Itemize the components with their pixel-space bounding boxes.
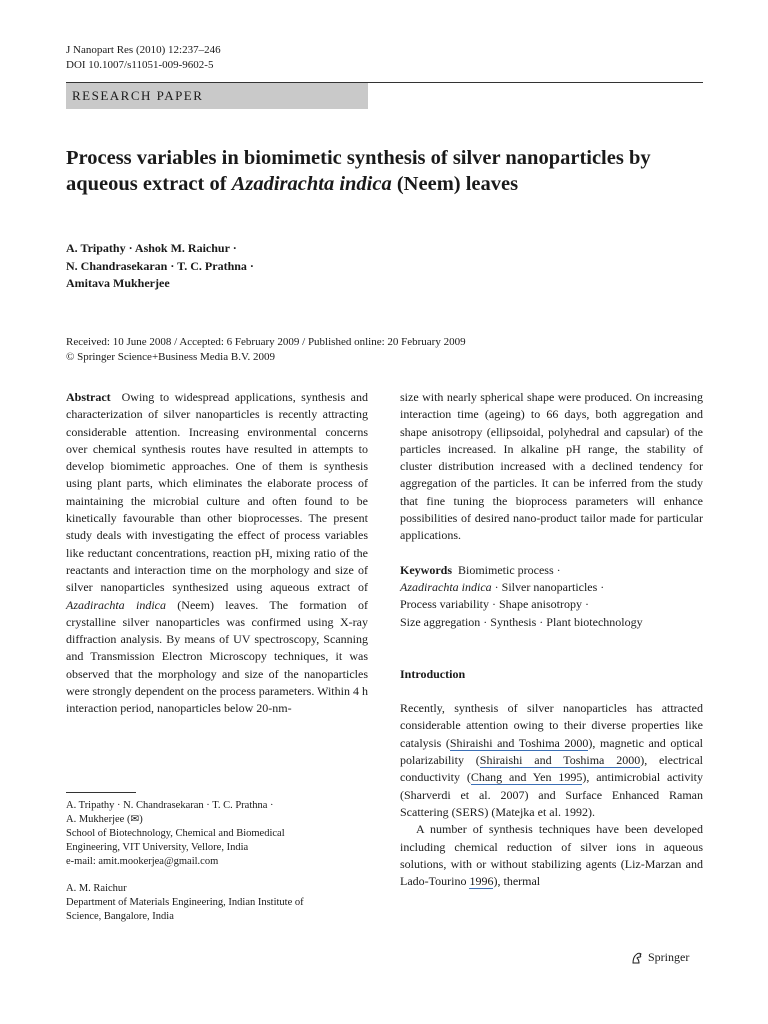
right-column [400, 389, 703, 890]
footnote-rule [66, 792, 136, 793]
abstract-left-column [66, 389, 368, 718]
affiliation-author: A. M. Raichur [66, 883, 127, 894]
doi[interactable]: DOI 10.1007/s11051-009-9602-5 [66, 59, 214, 71]
title-part-1: Process variables in biomimetic synthesis of silver nanoparticles by aqueous extract of [66, 147, 651, 195]
author-list [66, 240, 254, 293]
citation-link[interactable]: Shiraishi and Toshima 2000 [449, 735, 589, 750]
abstract-body-1: Owing to widespread applications, synthesis and characterization of silver nanoparticles is recently attracting considerable attention. Increasing environmental concerns over chemical synthesis routes have resulted in attempts to develop biomimetic approaches. One of them is synthesis using plant parts, which eliminates the elaborate process of maintaining the microbial culture and often found to be kinetically favourable than other bioprocesses. The present study deals with investigating the effect of process variables like reductant concentrations, reaction pH, mixing ratio of the reactants and interaction time on the morphology and size of silver nanoparticles synthesized using aqueous extract of [66, 390, 368, 595]
title-species: Azadirachta indica [231, 173, 392, 195]
affiliation-dept: Department of Materials Engineering, Indian Institute of [66, 897, 304, 908]
intro-paragraph-1 [400, 700, 703, 821]
affiliation-email[interactable]: e-mail: amit.mookerjea@gmail.com [66, 856, 219, 867]
affiliation-dept: School of Biotechnology, Chemical and Biomedical [66, 828, 285, 839]
publisher-name: Springer [648, 950, 690, 964]
springer-horse-icon [630, 951, 644, 965]
author-line[interactable]: Amitava Mukherjee [66, 276, 170, 290]
journal-reference [66, 43, 221, 73]
keyword-line: · Silver nanoparticles · [491, 579, 605, 594]
intro-text: Recently, synthesis of silver nanoparticles has attracted considerable attention owing to their diverse properties like catalysis ( [400, 701, 703, 750]
keywords-block [400, 562, 703, 631]
intro-text: A number of synthesis techniques have been developed including chemical reduction of silver ions in aqueous solutions, with or without stabilizing agents (Liz-Marzan and Lado-Tourino [400, 822, 703, 889]
title-part-2: (Neem) leaves [391, 173, 519, 195]
affiliation-2 [66, 882, 368, 924]
citation-link[interactable]: 1996 [469, 874, 494, 889]
keyword-line: Biomimetic process · [458, 562, 561, 577]
affiliation-1 [66, 799, 368, 869]
affiliation-institution: Science, Bangalore, India [66, 911, 174, 922]
keyword-line: Size aggregation · Synthesis · Plant biotechnology [400, 614, 643, 629]
author-line[interactable]: A. Tripathy · Ashok M. Raichur · [66, 241, 237, 255]
article-title [66, 145, 666, 197]
article-type-label: RESEARCH PAPER [72, 88, 204, 103]
intro-text: ), antimicrobial activity (Sharverdi et al. 2007) and Surface Enhanced Raman Scattering (SERS) (Matejka et al. 1992). [400, 770, 703, 819]
affiliation-authors: A. Tripathy · N. Chandrasekaran · T. C. Prathna · [66, 800, 274, 811]
section-heading-introduction: Introduction [400, 666, 466, 681]
intro-text: ), thermal [493, 874, 541, 889]
citation-link[interactable]: Shiraishi and Toshima 2000 [479, 753, 641, 768]
abstract-species: Azadirachta indica [66, 597, 166, 612]
intro-paragraph-2 [400, 821, 703, 890]
abstract-text [66, 389, 368, 718]
abstract-body-2: (Neem) leaves. The formation of crystalline silver nanoparticles was confirmed using X-ray diffraction analysis. By means of UV spectroscopy, Scanning and Transmission Electron Microscopy techniques, it was observed that the morphology and size of the nanoparticles were strongly dependent on the process parameters. Within 4 h interaction period, nanoparticles below 20-nm- [66, 597, 368, 716]
corresponding-author: A. Mukherjee (✉) [66, 814, 143, 825]
keywords-label: Keywords [400, 562, 452, 577]
article-type-banner [66, 83, 368, 109]
intro-text: ), electrical conductivity ( [400, 753, 703, 785]
abstract-label: Abstract [66, 390, 111, 404]
abstract-continued: size with nearly spherical shape were produced. On increasing interaction time (ageing) to 66 days, both aggregation and shape anisotropy (ellipsoidal, polyhedral and capsular) of the particles increased. In alkaline pH range, the stability of cluster distribution increased with a declined tendency for aggregation of the particles. It can be inferred from the study that fine tuning the bioprocess parameters will enhance possibilities of desired nano-product tailor made for particular applications. [400, 390, 703, 543]
copyright-line: © Springer Science+Business Media B.V. 2009 [66, 351, 275, 363]
dates-line: Received: 10 June 2008 / Accepted: 6 February 2009 / Published online: 20 February 2009 [66, 336, 466, 348]
intro-text: ), magnetic and optical polarizability ( [400, 735, 703, 768]
author-line[interactable]: N. Chandrasekaran · T. C. Prathna · [66, 258, 254, 273]
affiliation-institution: Engineering, VIT University, Vellore, India [66, 842, 249, 853]
keyword-line: Process variability · Shape anisotropy · [400, 597, 589, 612]
publisher-logo [630, 950, 689, 965]
publication-history [66, 335, 466, 365]
keyword-species: Azadirachta indica [400, 579, 492, 594]
journal-citation: J Nanopart Res (2010) 12:237–246 [66, 44, 221, 56]
citation-link[interactable]: Chang and Yen 1995 [470, 770, 583, 785]
